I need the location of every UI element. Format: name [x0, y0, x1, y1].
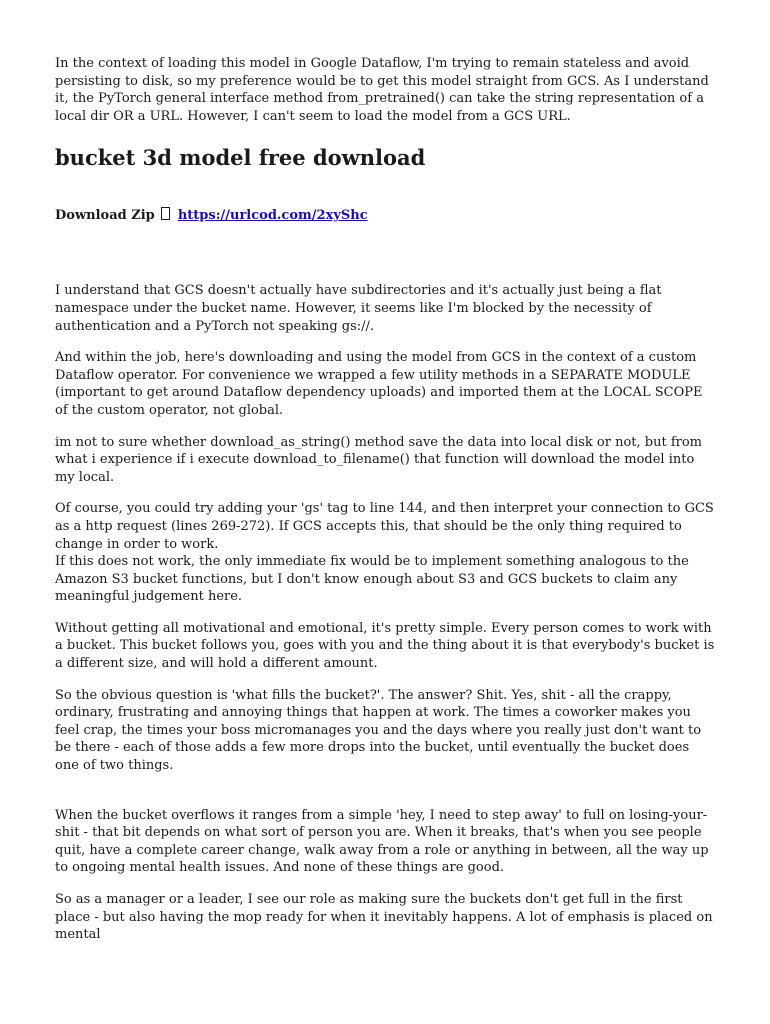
body-paragraph-6: Without getting all motivational and emotional, it's pretty simple. Every person comes to work with a bucket. This bucket follows you, goes with you and the thing about it is that everybody's bucket is a different size, and will hold a different amount. [55, 620, 715, 672]
document-page [55, 55, 717, 944]
body-paragraph-1: I understand that GCS doesn't actually have subdirectories and it's actually just being a flat namespace under the bucket name. However, it seems like I'm blocked by the necessity of authentication and a PyTorch not speaking gs://. [55, 283, 662, 334]
body-paragraph-2: And within the job, here's downloading and using the model from GCS in the context of a custom Dataflow operator. For convenience we wrapped a few utility methods in a SEPARATE MODULE (important to get around Dataflow dependency uploads) and imported them at the LOCAL SCOPE of the custom operator, not global. [55, 350, 703, 418]
body-paragraph-3: im not to sure whether download_as_string() method save the data into local disk or not, but from what i experience if i execute download_to_filename() that function will download the model into my local. [55, 434, 702, 485]
intro-paragraph: In the context of loading this model in Google Dataflow, I'm trying to remain stateless and avoid persisting to disk, so my preference would be to get this model straight from GCS. As I understand it, the PyTorch general interface method from_pretrained() can take the string representation of a local dir OR a URL. However, I can't seem to load the model from a GCS URL. [55, 56, 709, 124]
download-label: Download Zip [55, 208, 155, 224]
body-paragraph-4: Of course, you could try adding your 'gs' tag to line 144, and then interpret your connection to GCS as a http request (lines 269-272). If GCS accepts this, that should be the only thing required to change in order to work. [55, 501, 714, 552]
body-paragraph-9: So as a manager or a leader, I see our role as making sure the buckets don't get full in the first place - but also having the mop ready for when it inevitably happens. A lot of emphasis is placed on mental [55, 892, 713, 943]
download-line [55, 193, 717, 282]
download-link[interactable]: https://urlcod.com/2xyShc [177, 208, 368, 224]
missing-glyph-icon [161, 207, 170, 220]
body-paragraph-7: So the obvious question is 'what fills the bucket?'. The answer? Shit. Yes, shit - all the crappy, ordinary, frustrating and annoying things that happen at work. The times a coworker makes you feel crap, the times your boss micromanages you and the days where you really just don't want to be there - each of those adds a few more drops into the bucket, until eventually the bucket does one of two things. [55, 687, 702, 774]
page-title: bucket 3d model free download [55, 145, 426, 171]
body-paragraph-8: When the bucket overflows it ranges from a simple 'hey, I need to step away' to full on losing-your-shit - that bit depends on what sort of person you are. When it breaks, that's when you see people quit, have a complete career change, walk away from a role or anything in between, all the way up to ongoing mental health issues. And none of these things are good. [55, 807, 709, 876]
body-paragraph-5: If this does not work, the only immediate fix would be to implement something analogous to the Amazon S3 bucket functions, but I don't know enough about S3 and GCS buckets to claim any meaningful judgement here. [55, 554, 689, 605]
